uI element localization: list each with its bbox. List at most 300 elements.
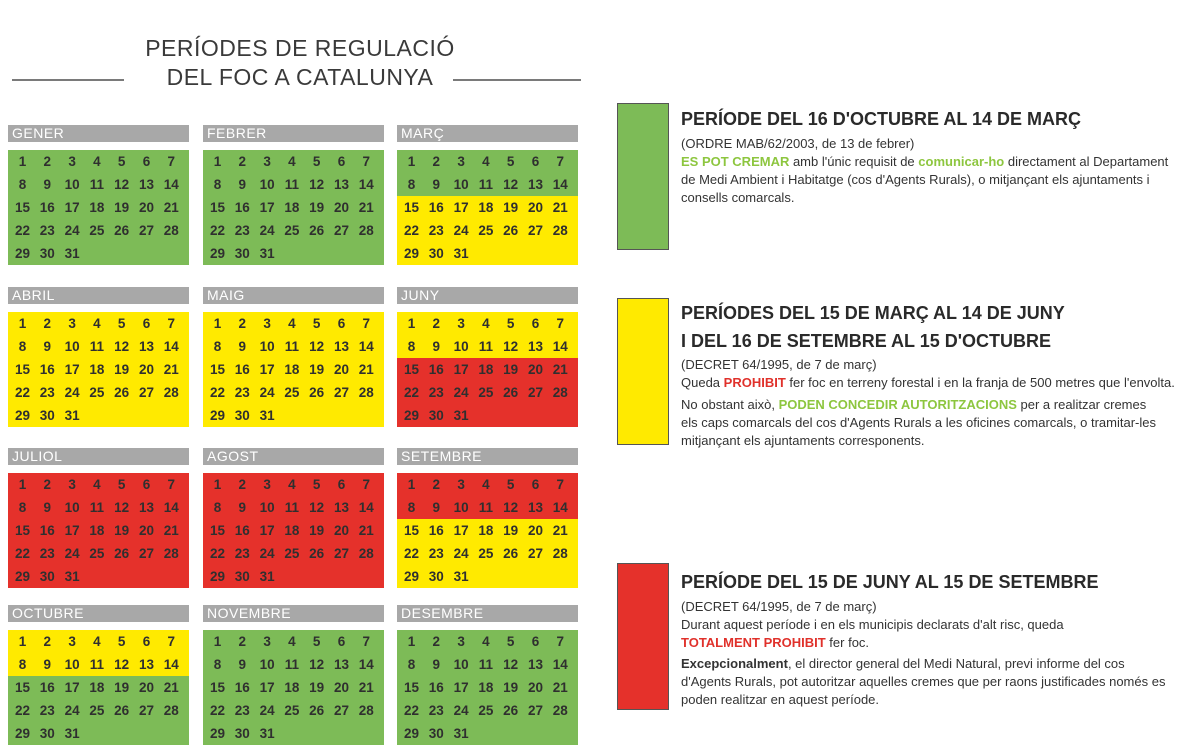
day-number: 20 xyxy=(138,200,155,215)
day-number: 18 xyxy=(478,523,494,538)
day-number: 13 xyxy=(333,657,350,672)
day-number: 20 xyxy=(527,680,544,695)
day-number: 12 xyxy=(503,657,519,672)
day-number: 13 xyxy=(138,339,155,354)
legend-red-text-1b: fer foc. xyxy=(825,635,870,650)
day-number: 8 xyxy=(213,177,222,192)
day-number: 24 xyxy=(64,223,80,238)
day-number: 26 xyxy=(114,223,130,238)
month-name: FEBRER xyxy=(203,125,384,142)
day-number: 9 xyxy=(43,500,52,515)
day-number: 21 xyxy=(358,362,374,377)
day-number: 16 xyxy=(39,523,55,538)
day-number: 31 xyxy=(453,246,469,261)
day-number: 10 xyxy=(64,657,80,672)
day-number: 30 xyxy=(39,246,55,261)
day-number: 28 xyxy=(358,385,374,400)
day-number: 31 xyxy=(259,246,275,261)
day-number: 9 xyxy=(238,177,247,192)
day-number: 27 xyxy=(333,385,350,400)
day-number: 17 xyxy=(453,523,469,538)
day-number: 17 xyxy=(64,680,80,695)
day-number: 17 xyxy=(453,680,469,695)
day-number: 16 xyxy=(234,680,250,695)
legend-green-ref: (ORDRE MAB/62/2003, de 13 de febrer) xyxy=(681,136,915,151)
day-number: 29 xyxy=(209,408,226,423)
day-number: 14 xyxy=(163,339,179,354)
day-number: 23 xyxy=(234,385,250,400)
day-number: 2 xyxy=(43,477,52,492)
day-number: 19 xyxy=(114,680,130,695)
day-number: 17 xyxy=(259,680,275,695)
day-number: 14 xyxy=(552,339,568,354)
day-number: 17 xyxy=(64,200,80,215)
day-number: 28 xyxy=(163,385,179,400)
day-number: 10 xyxy=(453,339,469,354)
day-number: 29 xyxy=(209,726,226,741)
month-agost xyxy=(203,448,384,589)
day-number: 11 xyxy=(284,177,300,192)
day-number: 30 xyxy=(428,246,444,261)
day-number: 23 xyxy=(39,385,55,400)
day-number: 17 xyxy=(453,362,469,377)
day-number: 28 xyxy=(163,223,179,238)
day-number: 5 xyxy=(506,477,515,492)
day-number: 26 xyxy=(503,546,519,561)
day-number: 20 xyxy=(333,200,350,215)
day-number: 22 xyxy=(209,223,226,238)
day-number: 15 xyxy=(403,523,420,538)
day-number: 10 xyxy=(259,500,275,515)
day-number: 20 xyxy=(138,362,155,377)
day-number: 10 xyxy=(259,657,275,672)
day-number: 18 xyxy=(284,680,300,695)
day-number: 28 xyxy=(358,703,374,718)
month-novembre xyxy=(203,605,384,746)
day-number: 19 xyxy=(114,523,130,538)
day-number: 14 xyxy=(163,500,179,515)
day-number: 1 xyxy=(407,477,416,492)
day-number: 21 xyxy=(552,200,568,215)
month-days xyxy=(397,630,578,746)
day-number: 22 xyxy=(403,223,420,238)
day-number: 7 xyxy=(167,154,176,169)
day-number: 3 xyxy=(68,154,76,169)
day-number: 23 xyxy=(234,223,250,238)
day-number: 7 xyxy=(556,154,565,169)
day-number: 27 xyxy=(138,546,155,561)
day-number: 30 xyxy=(428,408,444,423)
month-name: NOVEMBRE xyxy=(203,605,384,622)
month-days xyxy=(8,150,189,266)
day-number: 20 xyxy=(527,523,544,538)
day-number: 5 xyxy=(117,316,126,331)
day-number: 11 xyxy=(89,177,105,192)
day-number: 3 xyxy=(68,316,76,331)
day-number: 25 xyxy=(478,703,494,718)
day-number: 14 xyxy=(358,657,374,672)
legend-yellow-heading-2: I DEL 16 DE SETEMBRE AL 15 D'OCTUBRE xyxy=(681,331,1052,351)
day-number: 24 xyxy=(64,385,80,400)
day-number: 7 xyxy=(556,316,565,331)
day-number: 30 xyxy=(234,246,250,261)
day-number: 22 xyxy=(14,546,31,561)
day-number: 24 xyxy=(64,703,80,718)
day-number: 10 xyxy=(259,177,275,192)
day-number: 16 xyxy=(39,200,55,215)
day-number: 7 xyxy=(362,316,371,331)
day-number: 16 xyxy=(428,523,444,538)
day-number: 23 xyxy=(234,546,250,561)
day-number: 1 xyxy=(407,154,416,169)
day-number: 18 xyxy=(89,362,105,377)
day-number: 21 xyxy=(163,362,179,377)
day-number: 3 xyxy=(263,634,271,649)
day-number: 15 xyxy=(14,523,31,538)
day-number: 20 xyxy=(138,523,155,538)
day-number: 25 xyxy=(89,546,105,561)
day-number: 13 xyxy=(527,177,544,192)
day-number: 14 xyxy=(358,339,374,354)
day-number: 29 xyxy=(403,569,420,584)
day-number: 23 xyxy=(428,703,444,718)
day-number: 27 xyxy=(527,385,544,400)
day-number: 4 xyxy=(93,634,101,649)
month-març xyxy=(397,125,578,266)
day-number: 12 xyxy=(114,339,130,354)
day-number: 24 xyxy=(453,703,469,718)
day-number: 31 xyxy=(64,726,80,741)
month-name: MAIG xyxy=(203,287,384,304)
day-number: 15 xyxy=(403,200,420,215)
day-number: 16 xyxy=(39,680,55,695)
day-number: 1 xyxy=(213,154,222,169)
month-setembre xyxy=(397,448,578,589)
day-number: 22 xyxy=(209,385,226,400)
day-number: 26 xyxy=(309,385,325,400)
day-number: 11 xyxy=(478,657,494,672)
legend-green-highlight-2: comunicar-ho xyxy=(918,154,1005,169)
legend-green-heading: PERÍODE DEL 16 D'OCTUBRE AL 14 DE MARÇ xyxy=(681,109,1082,129)
legend-red-text-1 xyxy=(681,616,1161,652)
day-number: 17 xyxy=(259,362,275,377)
day-number: 1 xyxy=(407,634,416,649)
day-number: 14 xyxy=(552,500,568,515)
day-number: 20 xyxy=(333,362,350,377)
day-number: 21 xyxy=(552,523,568,538)
month-days xyxy=(203,312,384,428)
day-number: 6 xyxy=(531,154,540,169)
day-number: 29 xyxy=(14,246,31,261)
day-number: 9 xyxy=(238,339,247,354)
day-number: 21 xyxy=(163,200,179,215)
month-name: JUNY xyxy=(397,287,578,304)
day-number: 10 xyxy=(64,339,80,354)
day-number: 4 xyxy=(288,316,296,331)
day-number: 8 xyxy=(407,657,416,672)
day-number: 24 xyxy=(259,385,275,400)
day-number: 7 xyxy=(167,316,176,331)
day-number: 16 xyxy=(234,523,250,538)
day-number: 28 xyxy=(358,546,374,561)
day-number: 8 xyxy=(18,657,27,672)
day-number: 24 xyxy=(64,546,80,561)
day-number: 12 xyxy=(503,500,519,515)
day-number: 6 xyxy=(531,477,540,492)
day-number: 5 xyxy=(117,154,126,169)
day-number: 24 xyxy=(453,223,469,238)
day-number: 5 xyxy=(312,316,321,331)
day-number: 21 xyxy=(358,680,374,695)
day-number: 5 xyxy=(312,477,321,492)
day-number: 9 xyxy=(43,177,52,192)
month-name: OCTUBRE xyxy=(8,605,189,622)
day-number: 19 xyxy=(503,680,519,695)
day-number: 19 xyxy=(114,200,130,215)
month-name: GENER xyxy=(8,125,189,142)
day-number: 11 xyxy=(478,500,494,515)
calendar-grid xyxy=(8,125,583,750)
day-number: 8 xyxy=(407,177,416,192)
day-number: 7 xyxy=(167,634,176,649)
month-days xyxy=(203,473,384,589)
day-number: 30 xyxy=(428,569,444,584)
day-number: 5 xyxy=(506,154,515,169)
day-number: 7 xyxy=(362,634,371,649)
day-number: 1 xyxy=(213,477,222,492)
legend-red-ref: (DECRET 64/1995, de 7 de març) xyxy=(681,599,877,614)
day-number: 28 xyxy=(358,223,374,238)
month-juliol xyxy=(8,448,189,589)
day-number: 29 xyxy=(403,408,420,423)
day-number: 22 xyxy=(403,546,420,561)
day-number: 23 xyxy=(39,546,55,561)
legend-red-text-2 xyxy=(681,655,1176,709)
month-name: MARÇ xyxy=(397,125,578,142)
month-days xyxy=(203,630,384,746)
day-number: 27 xyxy=(527,546,544,561)
day-number: 23 xyxy=(234,703,250,718)
day-number: 27 xyxy=(333,546,350,561)
legend-yellow-highlight-1: PROHIBIT xyxy=(723,375,786,390)
month-days xyxy=(8,312,189,428)
day-number: 18 xyxy=(478,200,494,215)
day-number: 9 xyxy=(432,500,441,515)
day-number: 31 xyxy=(453,408,469,423)
day-number: 2 xyxy=(43,316,52,331)
day-number: 15 xyxy=(14,680,31,695)
day-number: 4 xyxy=(288,154,296,169)
day-number: 3 xyxy=(457,477,465,492)
legend-green-highlight-1: ES POT CREMAR xyxy=(681,154,790,169)
day-number: 8 xyxy=(213,500,222,515)
legend-yellow-text-2a: No obstant això, xyxy=(681,397,779,412)
month-desembre xyxy=(397,605,578,746)
day-number: 5 xyxy=(117,634,126,649)
day-number: 14 xyxy=(163,657,179,672)
day-number: 24 xyxy=(453,546,469,561)
day-number: 25 xyxy=(284,546,300,561)
day-number: 19 xyxy=(503,200,519,215)
day-number: 8 xyxy=(407,339,416,354)
day-number: 14 xyxy=(552,657,568,672)
day-number: 20 xyxy=(527,200,544,215)
day-number: 28 xyxy=(163,546,179,561)
legend-yellow-text-2b: per a realitzar cremes els caps comarcals del cos d'Agents Rurals a les oficines comarcals, o tramitar-les mitjançant els ajuntaments corresponents. xyxy=(681,397,1156,448)
day-number: 8 xyxy=(407,500,416,515)
day-number: 21 xyxy=(163,523,179,538)
day-number: 29 xyxy=(14,726,31,741)
day-number: 12 xyxy=(503,177,519,192)
month-name: SETEMBRE xyxy=(397,448,578,465)
day-number: 19 xyxy=(114,362,130,377)
day-number: 3 xyxy=(263,477,271,492)
day-number: 23 xyxy=(428,546,444,561)
day-number: 11 xyxy=(478,339,494,354)
day-number: 24 xyxy=(453,385,469,400)
day-number: 23 xyxy=(428,223,444,238)
day-number: 13 xyxy=(138,177,155,192)
day-number: 7 xyxy=(167,477,176,492)
legend-yellow-text-1b: fer foc en terreny forestal i en la franja de 500 metres que l'envolta. xyxy=(785,375,1175,390)
day-number: 10 xyxy=(64,500,80,515)
day-number: 2 xyxy=(238,634,247,649)
day-number: 6 xyxy=(531,316,540,331)
day-number: 31 xyxy=(64,408,80,423)
day-number: 21 xyxy=(552,362,568,377)
day-number: 15 xyxy=(209,200,226,215)
day-number: 18 xyxy=(89,680,105,695)
day-number: 26 xyxy=(114,546,130,561)
day-number: 4 xyxy=(288,634,296,649)
day-number: 28 xyxy=(163,703,179,718)
day-number: 29 xyxy=(403,246,420,261)
day-number: 2 xyxy=(432,634,441,649)
day-number: 16 xyxy=(428,680,444,695)
day-number: 23 xyxy=(39,703,55,718)
legend-green-text xyxy=(681,153,1181,207)
day-number: 4 xyxy=(93,477,101,492)
day-number: 18 xyxy=(284,523,300,538)
day-number: 8 xyxy=(18,177,27,192)
day-number: 4 xyxy=(482,634,490,649)
month-abril xyxy=(8,287,189,428)
day-number: 29 xyxy=(403,726,420,741)
day-number: 12 xyxy=(114,500,130,515)
day-number: 5 xyxy=(312,154,321,169)
document-title xyxy=(0,34,600,92)
day-number: 9 xyxy=(432,657,441,672)
day-number: 2 xyxy=(238,316,247,331)
day-number: 21 xyxy=(358,200,374,215)
day-number: 16 xyxy=(234,362,250,377)
day-number: 2 xyxy=(238,154,247,169)
day-number: 5 xyxy=(117,477,126,492)
day-number: 14 xyxy=(163,177,179,192)
day-number: 18 xyxy=(89,523,105,538)
day-number: 27 xyxy=(333,223,350,238)
day-number: 4 xyxy=(288,477,296,492)
day-number: 27 xyxy=(138,703,155,718)
day-number: 20 xyxy=(333,523,350,538)
day-number: 19 xyxy=(309,200,325,215)
day-number: 5 xyxy=(506,634,515,649)
day-number: 13 xyxy=(333,177,350,192)
day-number: 20 xyxy=(333,680,350,695)
day-number: 22 xyxy=(14,703,31,718)
month-juny xyxy=(397,287,578,428)
day-number: 30 xyxy=(39,569,55,584)
day-number: 9 xyxy=(432,339,441,354)
day-number: 8 xyxy=(18,500,27,515)
day-number: 14 xyxy=(552,177,568,192)
day-number: 19 xyxy=(309,523,325,538)
day-number: 15 xyxy=(209,362,226,377)
day-number: 21 xyxy=(552,680,568,695)
day-number: 25 xyxy=(89,223,105,238)
month-days xyxy=(397,150,578,266)
day-number: 22 xyxy=(209,703,226,718)
day-number: 19 xyxy=(309,680,325,695)
legend-yellow-swatch xyxy=(617,298,669,445)
day-number: 2 xyxy=(432,316,441,331)
day-number: 25 xyxy=(89,385,105,400)
day-number: 18 xyxy=(478,362,494,377)
day-number: 12 xyxy=(309,339,325,354)
day-number: 23 xyxy=(39,223,55,238)
day-number: 18 xyxy=(284,200,300,215)
day-number: 11 xyxy=(89,339,105,354)
month-days xyxy=(203,150,384,266)
day-number: 26 xyxy=(309,703,325,718)
legend-red-highlight-1: TOTALMENT PROHIBIT xyxy=(681,635,826,650)
day-number: 19 xyxy=(503,523,519,538)
day-number: 13 xyxy=(333,500,350,515)
day-number: 28 xyxy=(552,385,568,400)
day-number: 12 xyxy=(503,339,519,354)
day-number: 22 xyxy=(14,385,31,400)
day-number: 1 xyxy=(18,477,27,492)
day-number: 7 xyxy=(556,634,565,649)
day-number: 25 xyxy=(478,223,494,238)
day-number: 6 xyxy=(142,316,151,331)
day-number: 10 xyxy=(453,657,469,672)
day-number: 10 xyxy=(453,500,469,515)
day-number: 16 xyxy=(428,200,444,215)
month-days xyxy=(8,473,189,589)
day-number: 30 xyxy=(234,569,250,584)
day-number: 22 xyxy=(14,223,31,238)
day-number: 29 xyxy=(209,246,226,261)
day-number: 7 xyxy=(556,477,565,492)
legend-green-swatch xyxy=(617,103,669,250)
day-number: 23 xyxy=(428,385,444,400)
title-line-1: PERÍODES DE REGULACIÓ xyxy=(145,35,455,61)
day-number: 31 xyxy=(259,569,275,584)
day-number: 20 xyxy=(527,362,544,377)
day-number: 5 xyxy=(506,316,515,331)
day-number: 12 xyxy=(309,177,325,192)
day-number: 2 xyxy=(238,477,247,492)
day-number: 13 xyxy=(527,500,544,515)
month-maig xyxy=(203,287,384,428)
day-number: 27 xyxy=(527,703,544,718)
day-number: 4 xyxy=(482,477,490,492)
day-number: 26 xyxy=(503,385,519,400)
legend-red-heading: PERÍODE DEL 15 DE JUNY AL 15 DE SETEMBRE xyxy=(681,572,1099,592)
day-number: 30 xyxy=(428,726,444,741)
day-number: 3 xyxy=(68,634,76,649)
